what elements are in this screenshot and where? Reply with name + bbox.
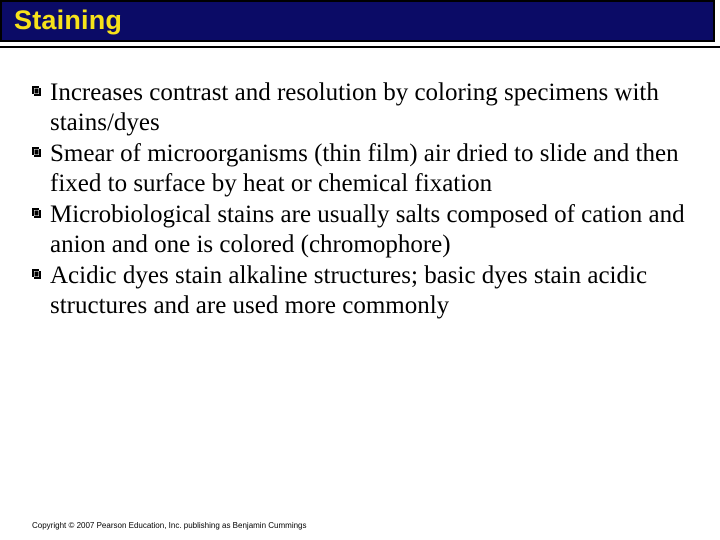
square-bullet-icon xyxy=(32,147,41,157)
bullet-item xyxy=(32,200,692,260)
bullet-item xyxy=(32,261,692,321)
square-bullet-icon xyxy=(32,86,41,96)
bullet-text: Increases contrast and resolution by coloring specimens with stains/dyes xyxy=(50,79,659,136)
square-bullet-icon xyxy=(32,208,41,218)
bullet-item xyxy=(32,78,692,138)
slide-title: Staining xyxy=(14,5,123,35)
title-bar xyxy=(0,0,720,48)
square-bullet-icon xyxy=(32,269,41,279)
bullet-text: Acidic dyes stain alkaline structures; basic dyes stain acidic structures and are used more commonly xyxy=(50,262,648,319)
bullet-text: Microbiological stains are usually salts composed of cation and anion and one is colored (chromophore) xyxy=(50,201,685,258)
title-box xyxy=(0,0,715,42)
bullet-list xyxy=(32,78,692,322)
bullet-text: Smear of microorganisms (thin film) air dried to slide and then fixed to surface by heat or chemical fixation xyxy=(50,140,679,197)
bullet-item xyxy=(32,139,692,199)
copyright-footer: Copyright © 2007 Pearson Education, Inc. publishing as Benjamin Cummings xyxy=(32,521,307,530)
